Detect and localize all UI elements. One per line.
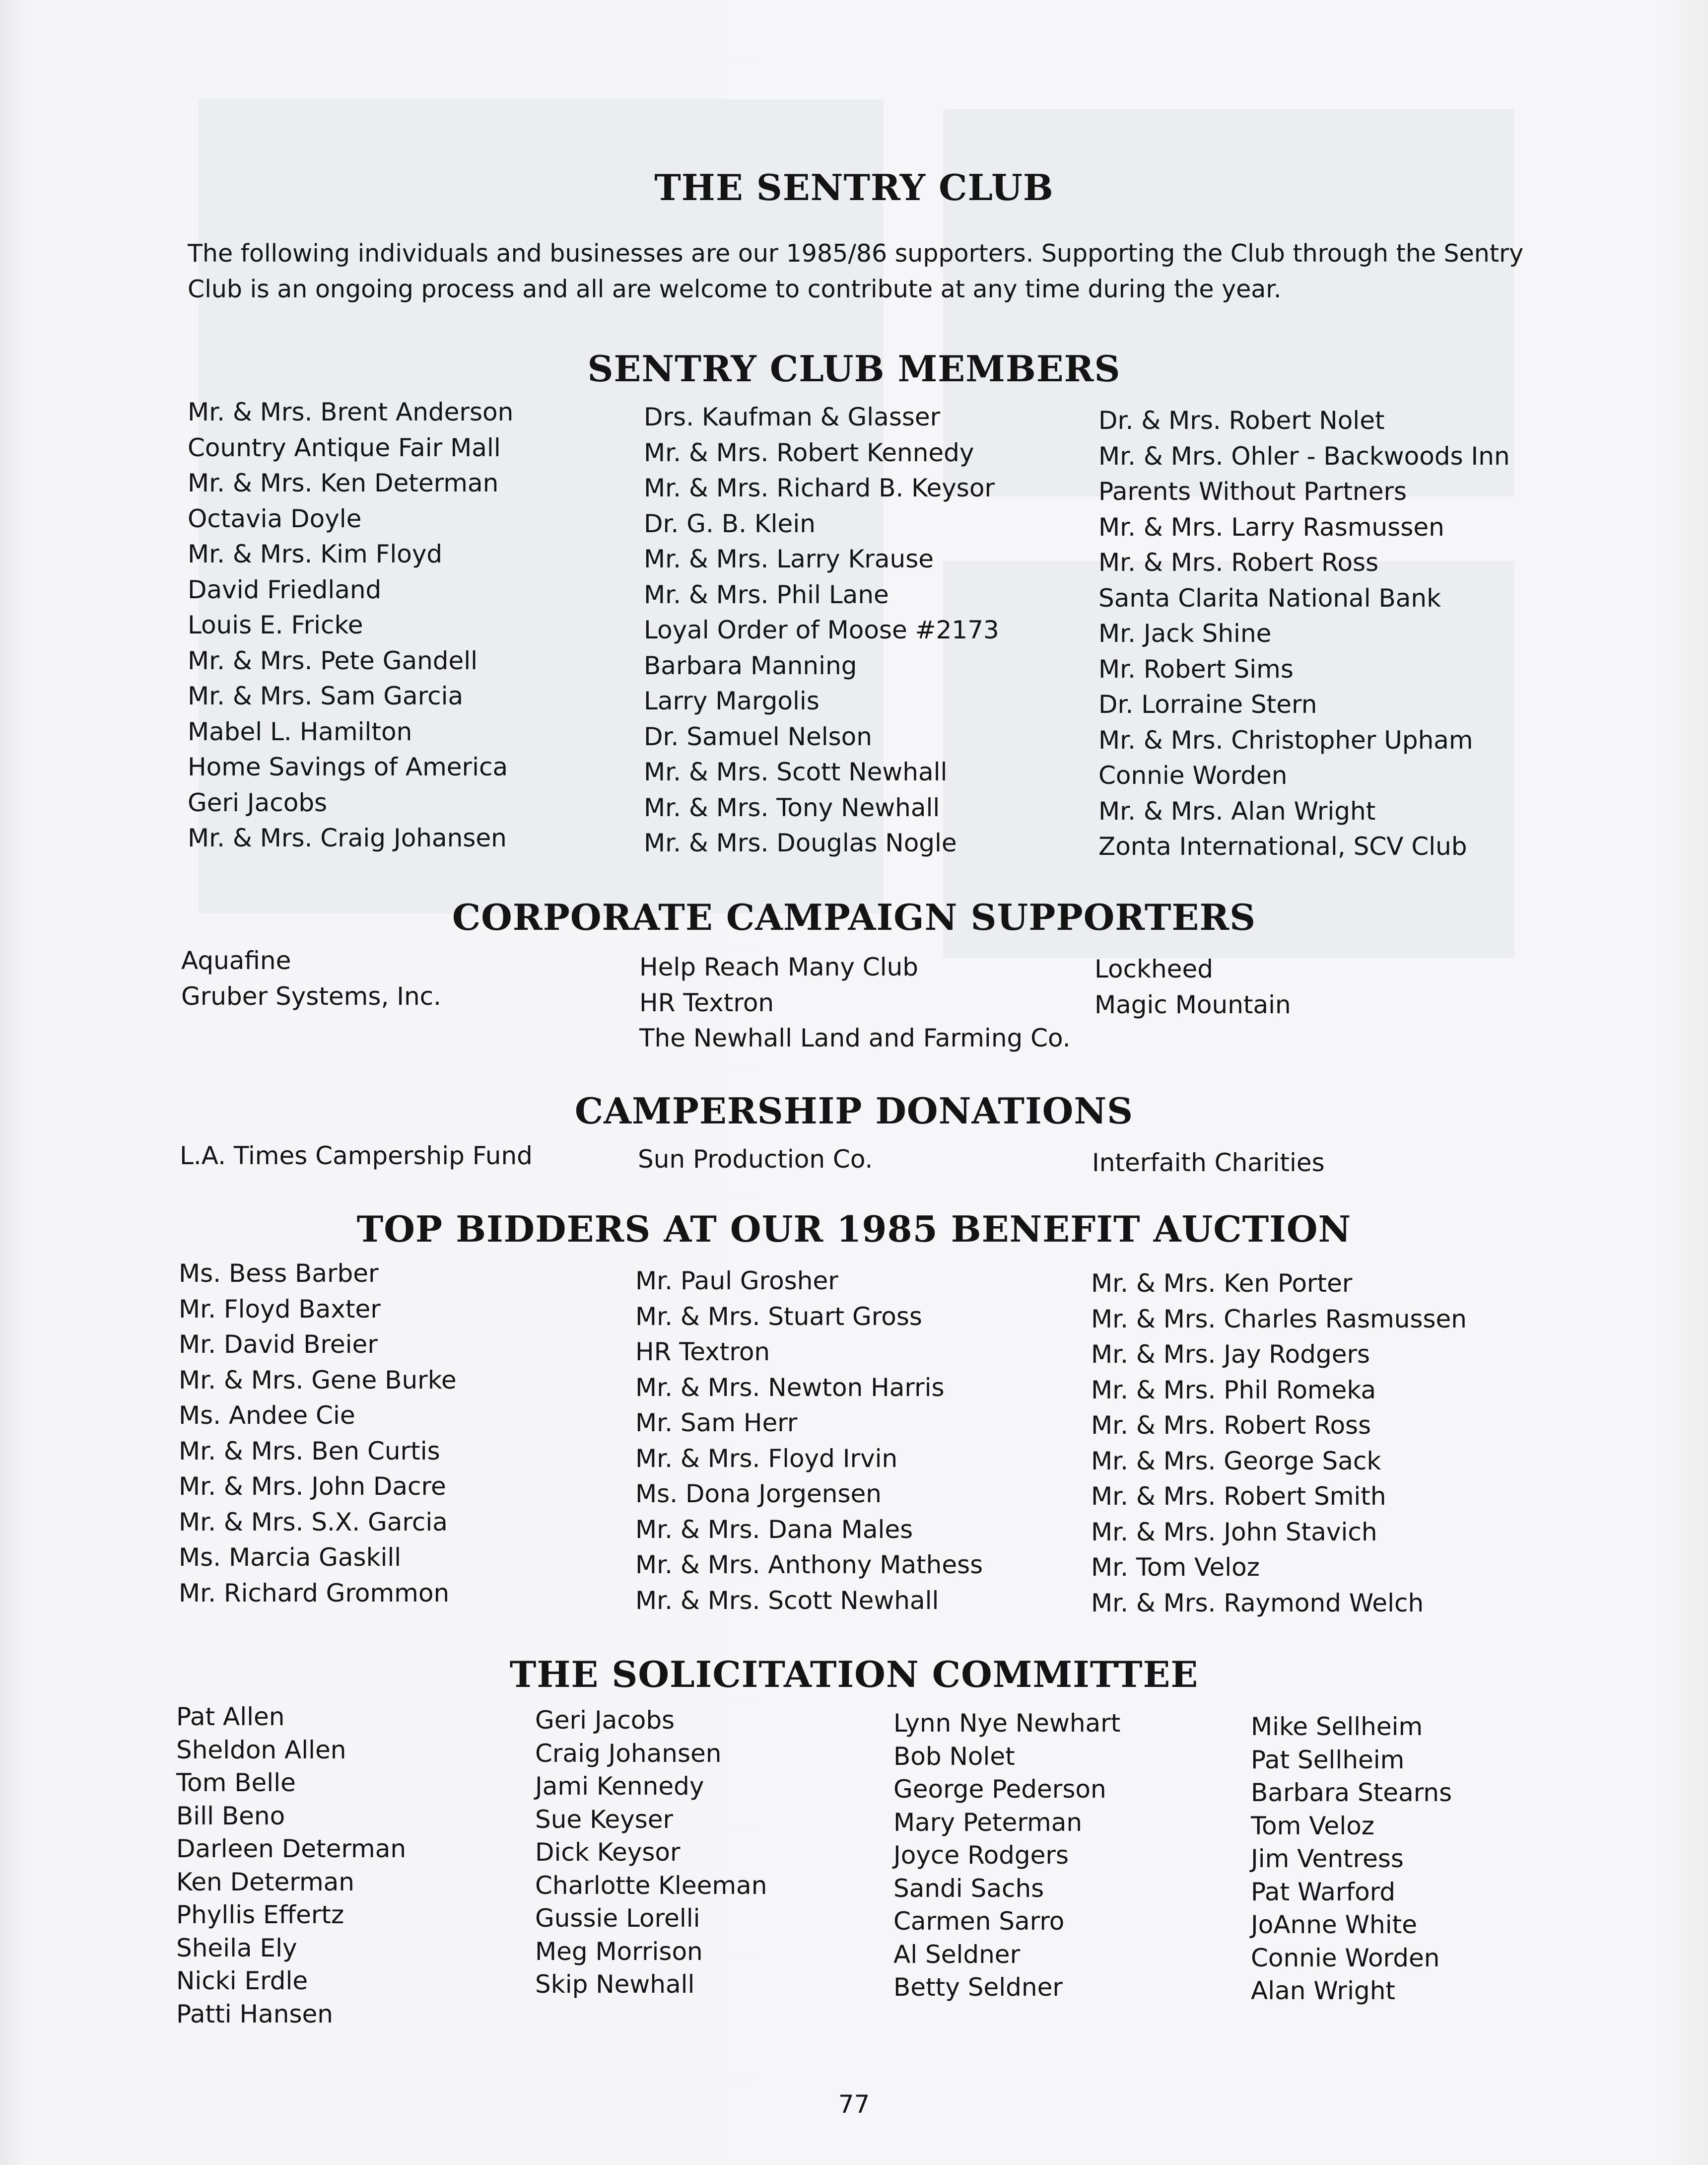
list-item: Mr. & Mrs. Larry Krause: [644, 545, 934, 573]
list-item: Mr. & Mrs. Gene Burke: [179, 1365, 457, 1395]
list-item: Meg Morrison: [535, 1937, 703, 1966]
list-item: Mr. Jack Shine: [1098, 619, 1272, 648]
list-item: Ms. Andee Cie: [179, 1401, 355, 1430]
list-item: Mabel L. Hamilton: [188, 717, 412, 746]
solicitation-heading: THE SOLICITATION COMMITTEE: [509, 1653, 1199, 1695]
list-item: HR Textron: [635, 1337, 770, 1366]
corporate-column-2: [639, 950, 1071, 1056]
list-item: Zonta International, SCV Club: [1098, 832, 1467, 861]
list-item: Mr. & Mrs. Newton Harris: [635, 1373, 945, 1402]
list-item: Geri Jacobs: [535, 1706, 675, 1735]
list-item: Mr. & Mrs. Pete Gandell: [188, 646, 478, 675]
list-item: Ms. Dona Jorgensen: [635, 1479, 882, 1508]
list-item: Interfaith Charities: [1092, 1148, 1325, 1177]
list-item: Mr. & Mrs. Stuart Gross: [635, 1302, 922, 1331]
page-number: 77: [838, 2090, 870, 2119]
list-item: Mr. & Mrs. Ken Determan: [188, 469, 499, 497]
list-item: Octavia Doyle: [188, 504, 362, 533]
list-item: Mary Peterman: [893, 1808, 1083, 1837]
list-item: Mr. & Mrs. Raymond Welch: [1091, 1588, 1424, 1617]
list-item: Mike Sellheim: [1251, 1712, 1423, 1741]
corporate-column-3: [1094, 952, 1291, 1023]
list-item: Lockheed: [1094, 955, 1213, 983]
list-item: Darleen Determan: [176, 1834, 407, 1863]
list-item: Nicki Erdle: [176, 1966, 308, 1995]
list-item: Mr. & Mrs. Phil Lane: [644, 580, 889, 609]
sentry-members-column-1: [188, 395, 513, 856]
list-item: Mr. & Mrs. Ohler - Backwoods Inn: [1098, 441, 1510, 471]
list-item: Barbara Manning: [644, 651, 857, 680]
list-item: L.A. Times Campership Fund: [180, 1141, 533, 1170]
list-item: Mr. & Mrs. Douglas Nogle: [644, 829, 957, 857]
sentry-members-column-2: [644, 400, 999, 861]
list-item: Home Savings of America: [188, 753, 508, 781]
list-item: Gussie Lorelli: [535, 1904, 700, 1933]
list-item: Mr. & Mrs. Alan Wright: [1098, 796, 1376, 826]
list-item: Santa Clarita National Bank: [1098, 583, 1441, 613]
solicitation-column-2: [535, 1704, 767, 2001]
list-item: Charlotte Kleeman: [535, 1871, 767, 1900]
list-item: Mr. & Mrs. Tony Newhall: [644, 793, 940, 822]
list-item: Dr. Lorraine Stern: [1098, 690, 1317, 719]
list-item: Mr. Richard Grommon: [179, 1578, 450, 1607]
list-item: Mr. & Mrs. Ken Porter: [1091, 1269, 1353, 1298]
list-item: Mr. Robert Sims: [1098, 654, 1294, 684]
list-item: Mr. & Mrs. Robert Kennedy: [644, 438, 974, 467]
list-item: George Pederson: [893, 1775, 1106, 1804]
campership-column-1: [180, 1138, 533, 1174]
list-item: Dick Keysor: [535, 1838, 681, 1867]
list-item: Mr. & Mrs. Charles Rasmussen: [1091, 1304, 1467, 1333]
list-item: Parents Without Partners: [1098, 477, 1407, 506]
list-item: Craig Johansen: [535, 1739, 722, 1768]
list-item: Geri Jacobs: [188, 788, 328, 817]
list-item: Connie Worden: [1098, 761, 1288, 790]
list-item: Lynn Nye Newhart: [893, 1709, 1121, 1738]
list-item: Mr. Tom Veloz: [1091, 1553, 1260, 1582]
list-item: Ms. Marcia Gaskill: [179, 1543, 402, 1572]
list-item: Dr. Samuel Nelson: [644, 722, 872, 751]
list-item: Pat Warford: [1251, 1877, 1396, 1906]
list-item: Mr. & Mrs. John Dacre: [179, 1472, 446, 1501]
list-item: Ms. Bess Barber: [179, 1259, 379, 1288]
list-item: Aquafine: [181, 946, 291, 975]
list-item: JoAnne White: [1251, 1910, 1417, 1939]
solicitation-column-3: [893, 1707, 1120, 2004]
list-item: Mr. Sam Herr: [635, 1408, 798, 1437]
list-item: Mr. & Mrs. Jay Rodgers: [1091, 1340, 1370, 1369]
list-item: Jami Kennedy: [535, 1772, 704, 1801]
list-item: Loyal Order of Moose #2173: [644, 616, 999, 644]
list-item: Mr. & Mrs. Christopher Upham: [1098, 725, 1473, 755]
list-item: Sheldon Allen: [176, 1735, 346, 1764]
list-item: Mr. & Mrs. Brent Anderson: [188, 398, 514, 426]
list-item: Help Reach Many Club: [639, 953, 919, 981]
list-item: Mr. & Mrs. Phil Romeka: [1091, 1375, 1376, 1404]
list-item: Mr. Floyd Baxter: [179, 1294, 381, 1324]
list-item: The Newhall Land and Farming Co.: [639, 1024, 1071, 1052]
list-item: Magic Mountain: [1094, 990, 1291, 1019]
campership-column-2: [638, 1142, 873, 1178]
bidders-column-3: [1091, 1266, 1467, 1621]
list-item: Pat Sellheim: [1251, 1745, 1405, 1774]
intro-paragraph: The following individuals and businesses are our 1985/86 supporters. Supporting the Club through the Sentry Club is an ongoing process and all are welcome to contribute at any time during the year.: [188, 239, 1524, 303]
page-title: THE SENTRY CLUB: [654, 166, 1054, 209]
list-item: Mr. & Mrs. Robert Ross: [1098, 548, 1379, 577]
list-item: Mr. & Mrs. Kim Floyd: [188, 540, 443, 568]
list-item: Barbara Stearns: [1251, 1778, 1452, 1807]
solicitation-column-4: [1251, 1710, 1452, 2008]
list-item: Dr. & Mrs. Robert Nolet: [1098, 406, 1385, 435]
list-item: Ken Determan: [176, 1867, 354, 1896]
list-item: Mr. & Mrs. Robert Ross: [1091, 1411, 1371, 1440]
sentry-members-column-3: [1098, 403, 1510, 865]
list-item: Mr. David Breier: [179, 1330, 378, 1359]
bidders-column-2: [635, 1263, 983, 1618]
list-item: Connie Worden: [1251, 1943, 1440, 1972]
list-item: Joyce Rodgers: [893, 1841, 1069, 1870]
list-item: Mr. & Mrs. Craig Johansen: [188, 824, 507, 852]
list-item: HR Textron: [639, 988, 774, 1017]
list-item: Mr. & Mrs. Robert Smith: [1091, 1482, 1386, 1511]
bidders-column-1: [179, 1256, 457, 1611]
list-item: Dr. G. B. Klein: [644, 509, 816, 538]
list-item: Alan Wright: [1251, 1976, 1395, 2005]
list-item: Mr. & Mrs. Dana Males: [635, 1515, 913, 1544]
list-item: Mr. & Mrs. Sam Garcia: [188, 682, 464, 710]
list-item: Jim Ventress: [1251, 1844, 1404, 1873]
list-item: Mr. & Mrs. Ben Curtis: [179, 1436, 440, 1466]
list-item: Sun Production Co.: [638, 1145, 873, 1174]
list-item: Mr. & Mrs. John Stavich: [1091, 1517, 1377, 1546]
solicitation-column-1: [176, 1700, 406, 2030]
list-item: Louis E. Fricke: [188, 611, 363, 639]
list-item: Pat Allen: [176, 1702, 285, 1731]
list-item: Bob Nolet: [893, 1742, 1015, 1771]
bidders-heading: TOP BIDDERS AT OUR 1985 BENEFIT AUCTION: [356, 1208, 1352, 1250]
list-item: Bill Beno: [176, 1801, 285, 1830]
list-item: Country Antique Fair Mall: [188, 433, 501, 462]
list-item: Sue Keyser: [535, 1805, 674, 1834]
list-item: Mr. & Mrs. Anthony Mathess: [635, 1550, 983, 1579]
corporate-column-1: [181, 943, 441, 1014]
list-item: Al Seldner: [893, 1940, 1021, 1969]
list-item: Mr. & Mrs. Scott Newhall: [635, 1586, 939, 1615]
list-item: Gruber Systems, Inc.: [181, 981, 442, 1011]
list-item: Mr. & Mrs. Scott Newhall: [644, 758, 948, 786]
list-item: Mr. & Mrs. S.X. Garcia: [179, 1507, 448, 1536]
list-item: Drs. Kaufman & Glasser: [644, 403, 941, 431]
list-item: Sheila Ely: [176, 1933, 297, 1962]
list-item: Patti Hansen: [176, 1999, 333, 2028]
list-item: Tom Veloz: [1251, 1811, 1375, 1840]
list-item: Mr. & Mrs. George Sack: [1091, 1446, 1381, 1475]
list-item: David Friedland: [188, 575, 382, 604]
sentry-members-heading: SENTRY CLUB MEMBERS: [587, 348, 1121, 390]
corporate-heading: CORPORATE CAMPAIGN SUPPORTERS: [452, 896, 1256, 938]
list-item: Carmen Sarro: [893, 1907, 1065, 1936]
list-item: Betty Seldner: [893, 1973, 1063, 2002]
list-item: Mr. & Mrs. Floyd Irvin: [635, 1444, 898, 1473]
list-item: Phyllis Effertz: [176, 1900, 344, 1929]
list-item: Skip Newhall: [535, 1970, 695, 1999]
list-item: Mr. Paul Grosher: [635, 1266, 838, 1295]
list-item: Mr. & Mrs. Larry Rasmussen: [1098, 512, 1444, 542]
list-item: Tom Belle: [176, 1768, 296, 1797]
list-item: Mr. & Mrs. Richard B. Keysor: [644, 474, 995, 502]
list-item: Sandi Sachs: [893, 1874, 1044, 1903]
campership-heading: CAMPERSHIP DONATIONS: [574, 1090, 1134, 1132]
campership-column-3: [1092, 1145, 1325, 1181]
list-item: Larry Margolis: [644, 687, 820, 715]
